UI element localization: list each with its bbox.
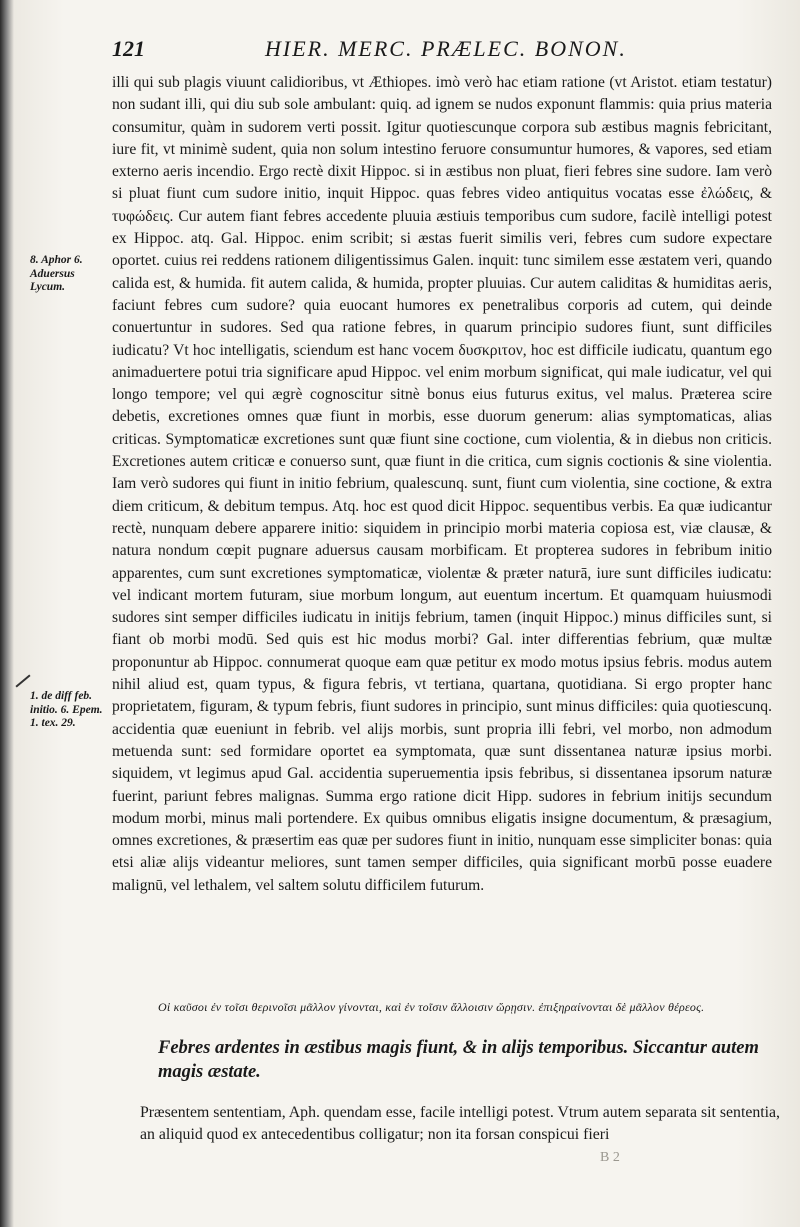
margin-note-aphorism-ref: 8. Aphor 6. Aduersus Lycum. [30, 254, 83, 293]
latin-aphorism: Febres ardentes in æstibus magis fiunt, & in alijs temporibus. Siccantur autem magis æstate. [158, 1038, 759, 1082]
margin-pointer-line [15, 674, 30, 687]
page-number: 121 [112, 36, 145, 61]
running-head [112, 36, 772, 62]
running-title: HIER. MERC. PRÆLEC. BONON. [265, 36, 627, 61]
greek-aphorism-quote: Οἱ καῦσοι ἐν τοῖσι θερινοῖσι μᾶλλον γίνονται, καὶ ἐν τοῖσιν ἄλλοισιν ὥρῃσιν. ἐπιξηραίνονται δὲ μᾶλλον θέρεος. [158, 1000, 705, 1014]
signature-mark: B 2 [600, 1150, 620, 1165]
binding-gutter [0, 0, 14, 1227]
margin-note-galen-ref: 1. de diff feb. initio. 6. Epem. 1. tex. 29. [30, 690, 103, 729]
main-body-text: illi qui sub plagis viuunt calidioribus, vt Æthiopes. imò verò hac etiam ratione (vt Aristot. etiam testatur) non sudant illi, qui diu sub sole ambulant: quiq. ad ignem se nudos exponunt flammis: quia prius materia consumitur, quàm in sudorem verti possit. Igitur quotiescunque corpora sub æstibus magnis febricitant, iure fit, vt minimè sudent, quia non solum intestino feruore consumuntur humores, & vapores, sed etiam externo aeris incendio. Ergo rectè dixit Hippoc. si in æstibus non pluat, fieri febres sine sudore. Iam verò si pluat fiunt cum sudore initio, inquit Hippoc. quas febres video antiquitus vocatas esse ἐλώδεις, & τυφώδεις. Cur autem fiant febres accedente pluuia æstiuis temporibus cum sudore, facilè intelligi potest ex Hippoc. atq. Gal. Hippoc. enim scribit; si æstas fuerit similis veri, febres cum sudore expectare oportet. cuius rei reddens rationem diligentissimus Galen. inquit: tunc similem esse æstatem veri, quando calida est, & humida. fit autem calida, & humida, propter pluuias. Cur autem caliditas & humiditas aeris, faciunt febres cum sudore? quia euocant humores ex penetralibus corporis ad cutem, qui deinde conuertuntur in sudores. Sed qua ratione febres, in quarum principio sudores fiunt, sunt difficiles iudicatu? Vt hoc intelligatis, sciendum est hanc vocem δυσκριτον, hoc est difficile iudicatu, quantum ego animaduertere potui tria significare apud Hippoc. vel enim morbum significat, qui male iudicatur, vel qui longo tempore; vel qui ægrè cognoscitur sitnè bonus eius futurus exitus, vel malus. Præterea scire debetis, excretiones omnes quæ fiunt in morbis, esse duorum generum: alias symptomaticas, alias criticas. Symptomaticæ excretiones sunt quæ fiunt sine coctione, cum violentia, & in diebus non criticis. Excretiones autem criticæ e conuerso sunt, quæ fiunt in die critica, cum signis coctionis & sine violentia. Iam verò sudores qui fiunt in initio febrium, qualescunq. sunt, fiunt cum violentia, sine coctione, & extra diem criticum, & debitum tempus. Atq. hoc est quod dicit Hippoc. sequentibus verbis. Ea quæ iudicantur rectè, nunquam debere apparere initio: siquidem in principio morbi materia copiosa est, viæ clausæ, & natura nondum cœpit pugnare aduersus causam morbificam. Et propterea sudores in febribum initio apparentes, cum sunt excretiones symptomaticæ, violentæ & præter naturā, iure sunt difficiles iudicatu: vel indicant mortem futuram, siue morbum longum, aut euentum incertum. Et quamquam huiusmodi sudores sint semper difficiles iudicatu in initijs febrium, tamen (inquit Hippoc.) minus difficiles sunt, si fiant ob morbi modū. Sed quis est hic modus morbi? Gal. inter differentias febrium, quæ multæ proponuntur ab Hippoc. connumerat quoque eam quæ petitur ex modo motus ipsius febris. modus autem nihil aliud est, quam typus, & figura febris, vt tertiana, quartana, quotidiana. Si ergo propter hanc proprietatem, figuram, & typum febris, fiunt sudores in principio, sunt minus difficiles: quia quotiescunq. accidentia quæ eueniunt in febrib. vel alijs morbis, sunt propria illi febri, vel morbo, non admodum metuenda sunt: sed formidare oportet ea symptomata, quæ sunt dissentanea naturæ ipsius morbi. siquidem, vt legimus apud Gal. accidentia superuementia ipsis febribus, si dissentanea ipsorum naturæ fuerint, pariunt febres malignas. Summa ergo ratione dicit Hipp. sudores in febrium initijs secundum modum morbi, minus mali portendere. Ex quibus omnibus eligatis insigne documentum, & præsagium, omnes excretiones, & præsertim eas quæ per sudores fiunt in initio, nunquam esse simpliciter bonas: quia etsi aliæ alijs videantur meliores, sunt tamen semper difficiles, quia significant morbū posse euadere malignū, vel lethalem, vel saltem solutu difficilem futurum. [112, 74, 772, 894]
commentary-text: Præsentem sententiam, Aph. quendam esse, facile intelligi potest. Vtrum autem separata sit sententia, an aliquid quod ex antecedentibus colligatur; non ita forsan conspicui fieri [140, 1104, 780, 1143]
